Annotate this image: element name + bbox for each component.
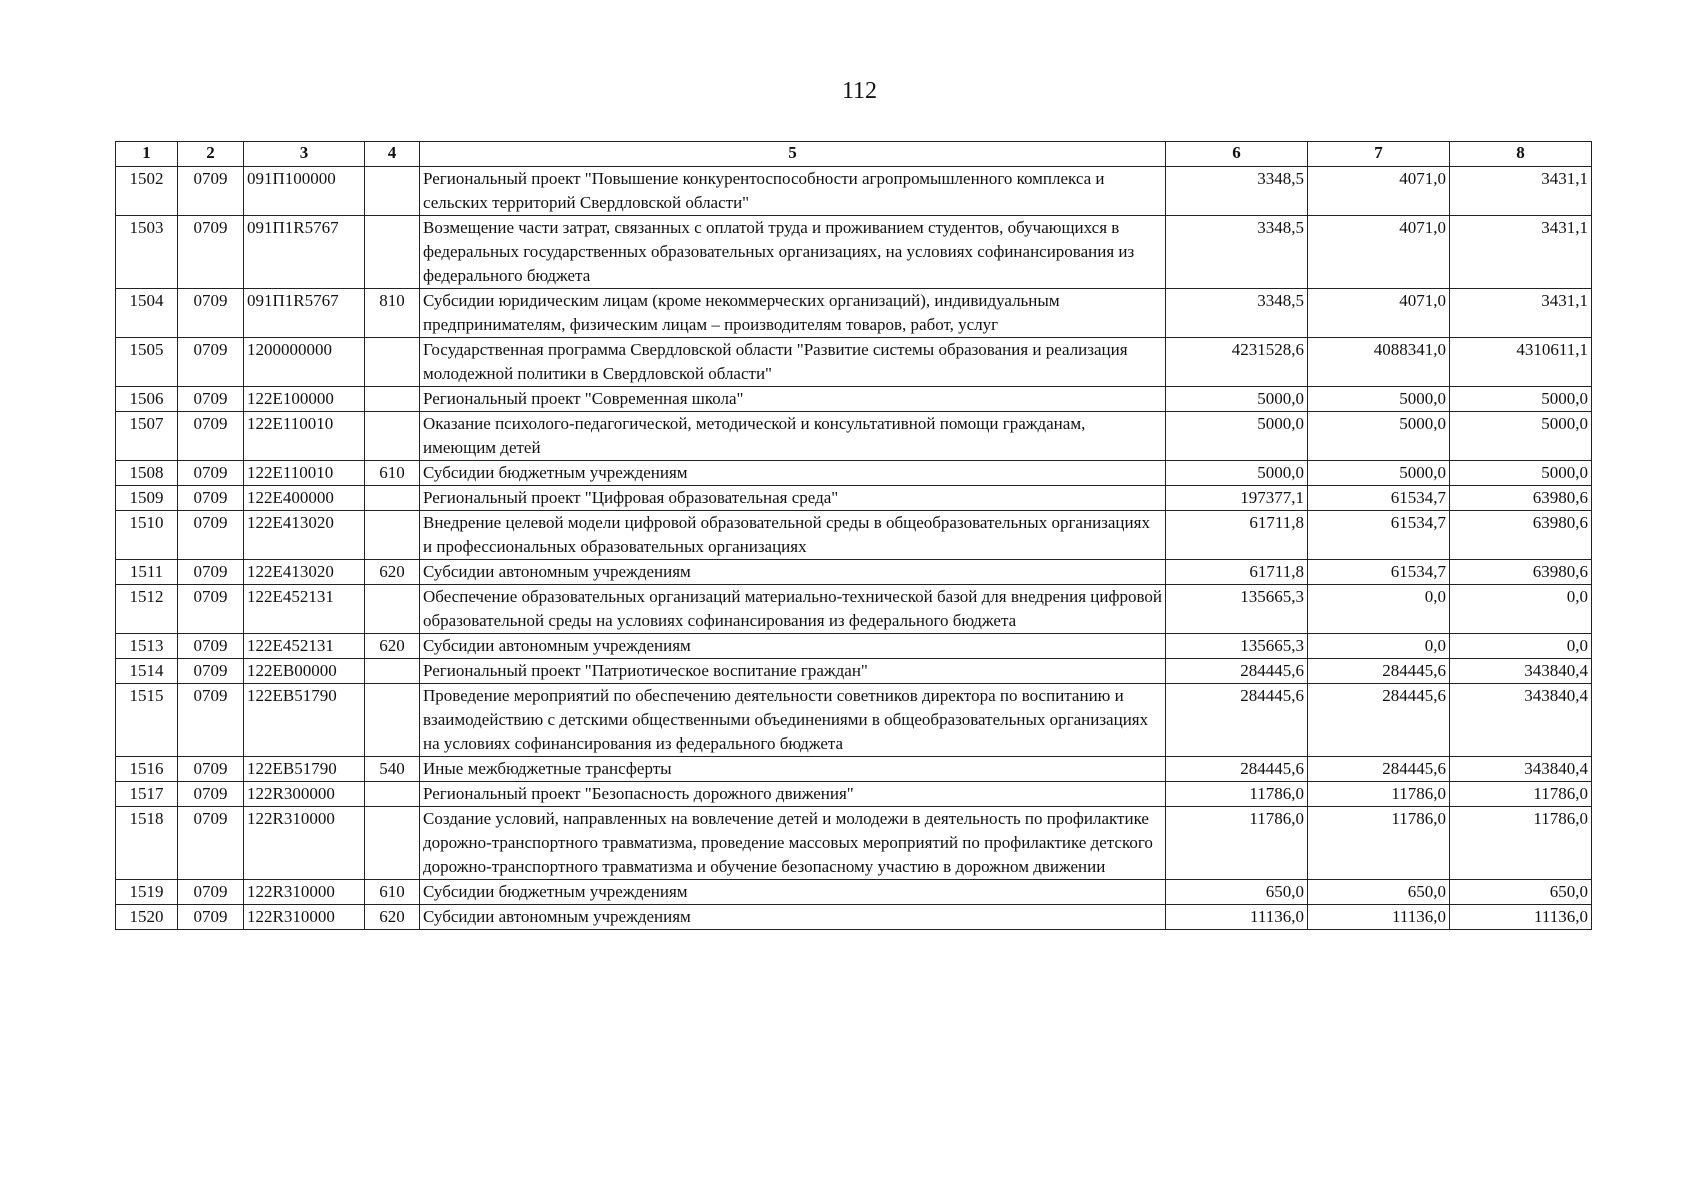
item-name-cell: Региональный проект "Современная школа" [420, 387, 1166, 412]
item-name-cell: Субсидии бюджетным учреждениям [420, 461, 1166, 486]
table-row [116, 880, 1592, 905]
expense-type-cell [365, 338, 420, 387]
target-item-code-cell: 122Е110010 [244, 461, 365, 486]
item-name-cell: Проведение мероприятий по обеспечению деятельности советников директора по воспитанию и взаимодействию с детскими общественными объединениями в общеобразовательных организациях на условиях софинансирования из федерального бюджета [420, 684, 1166, 757]
amount-col8-cell: 4310611,1 [1450, 338, 1592, 387]
expense-type-cell [365, 511, 420, 560]
section-code-cell: 0709 [178, 560, 244, 585]
amount-col7-cell: 11786,0 [1308, 782, 1450, 807]
section-code-cell: 0709 [178, 486, 244, 511]
amount-col6-cell: 3348,5 [1166, 167, 1308, 216]
amount-col8-cell: 343840,4 [1450, 757, 1592, 782]
target-item-code-cell: 122R310000 [244, 880, 365, 905]
section-code-cell: 0709 [178, 807, 244, 880]
expense-type-cell [365, 167, 420, 216]
row-number-cell: 1505 [116, 338, 178, 387]
item-name-cell: Обеспечение образовательных организаций материально-технической базой для внедрения цифровой образовательной среды на условиях софинансирования из федерального бюджета [420, 585, 1166, 634]
amount-col6-cell: 11786,0 [1166, 807, 1308, 880]
amount-col7-cell: 5000,0 [1308, 461, 1450, 486]
table-row [116, 560, 1592, 585]
amount-col7-cell: 4071,0 [1308, 167, 1450, 216]
amount-col6-cell: 284445,6 [1166, 659, 1308, 684]
amount-col6-cell: 135665,3 [1166, 585, 1308, 634]
column-header: 5 [420, 142, 1166, 167]
section-code-cell: 0709 [178, 880, 244, 905]
target-item-code-cell: 1200000000 [244, 338, 365, 387]
section-code-cell: 0709 [178, 338, 244, 387]
expense-type-cell: 810 [365, 289, 420, 338]
amount-col8-cell: 3431,1 [1450, 216, 1592, 289]
section-code-cell: 0709 [178, 289, 244, 338]
amount-col8-cell: 63980,6 [1450, 560, 1592, 585]
amount-col7-cell: 61534,7 [1308, 560, 1450, 585]
amount-col6-cell: 284445,6 [1166, 684, 1308, 757]
table-row [116, 338, 1592, 387]
row-number-cell: 1515 [116, 684, 178, 757]
table-row [116, 461, 1592, 486]
target-item-code-cell: 122R310000 [244, 905, 365, 930]
budget-table [115, 141, 1592, 930]
amount-col7-cell: 61534,7 [1308, 486, 1450, 511]
row-number-cell: 1519 [116, 880, 178, 905]
amount-col6-cell: 650,0 [1166, 880, 1308, 905]
target-item-code-cell: 091П100000 [244, 167, 365, 216]
amount-col8-cell: 5000,0 [1450, 461, 1592, 486]
expense-type-cell [365, 782, 420, 807]
section-code-cell: 0709 [178, 387, 244, 412]
amount-col8-cell: 3431,1 [1450, 289, 1592, 338]
section-code-cell: 0709 [178, 659, 244, 684]
target-item-code-cell: 122Е110010 [244, 412, 365, 461]
amount-col8-cell: 11136,0 [1450, 905, 1592, 930]
section-code-cell: 0709 [178, 412, 244, 461]
expense-type-cell [365, 412, 420, 461]
amount-col6-cell: 61711,8 [1166, 511, 1308, 560]
table-row [116, 511, 1592, 560]
item-name-cell: Иные межбюджетные трансферты [420, 757, 1166, 782]
item-name-cell: Субсидии юридическим лицам (кроме некоммерческих организаций), индивидуальным предпринимателям, физическим лицам – производителям товаров, работ, услуг [420, 289, 1166, 338]
amount-col6-cell: 11786,0 [1166, 782, 1308, 807]
amount-col7-cell: 284445,6 [1308, 757, 1450, 782]
row-number-cell: 1511 [116, 560, 178, 585]
column-header: 7 [1308, 142, 1450, 167]
table-row [116, 387, 1592, 412]
amount-col7-cell: 5000,0 [1308, 387, 1450, 412]
expense-type-cell: 620 [365, 634, 420, 659]
table-row [116, 486, 1592, 511]
expense-type-cell: 620 [365, 905, 420, 930]
item-name-cell: Государственная программа Свердловской области "Развитие системы образования и реализация молодежной политики в Свердловской области" [420, 338, 1166, 387]
amount-col7-cell: 11136,0 [1308, 905, 1450, 930]
item-name-cell: Внедрение целевой модели цифровой образовательной среды в общеобразовательных организациях и профессиональных образовательных организациях [420, 511, 1166, 560]
table-row [116, 659, 1592, 684]
section-code-cell: 0709 [178, 461, 244, 486]
column-header: 6 [1166, 142, 1308, 167]
expense-type-cell [365, 585, 420, 634]
section-code-cell: 0709 [178, 757, 244, 782]
amount-col8-cell: 343840,4 [1450, 684, 1592, 757]
row-number-cell: 1504 [116, 289, 178, 338]
amount-col6-cell: 3348,5 [1166, 216, 1308, 289]
column-header: 1 [116, 142, 178, 167]
target-item-code-cell: 122Е452131 [244, 585, 365, 634]
target-item-code-cell: 122ЕВ51790 [244, 684, 365, 757]
page-number: 112 [841, 78, 878, 104]
amount-col8-cell: 5000,0 [1450, 387, 1592, 412]
target-item-code-cell: 122Е413020 [244, 511, 365, 560]
amount-col6-cell: 11136,0 [1166, 905, 1308, 930]
row-number-cell: 1514 [116, 659, 178, 684]
row-number-cell: 1517 [116, 782, 178, 807]
column-header: 8 [1450, 142, 1592, 167]
column-header: 4 [365, 142, 420, 167]
amount-col7-cell: 5000,0 [1308, 412, 1450, 461]
table-row [116, 757, 1592, 782]
target-item-code-cell: 091П1R5767 [244, 289, 365, 338]
column-header: 2 [178, 142, 244, 167]
target-item-code-cell: 122ЕВ51790 [244, 757, 365, 782]
target-item-code-cell: 122Е413020 [244, 560, 365, 585]
item-name-cell: Создание условий, направленных на вовлечение детей и молодежи в деятельность по профилактике дорожно-транспортного травматизма, проведение массовых мероприятий по профилактике детского дорожно-транспортного травматизма и обучение безопасному участию в дорожном движении [420, 807, 1166, 880]
row-number-cell: 1516 [116, 757, 178, 782]
target-item-code-cell: 091П1R5767 [244, 216, 365, 289]
amount-col7-cell: 4088341,0 [1308, 338, 1450, 387]
amount-col7-cell: 4071,0 [1308, 216, 1450, 289]
expense-type-cell: 610 [365, 880, 420, 905]
amount-col7-cell: 650,0 [1308, 880, 1450, 905]
amount-col6-cell: 5000,0 [1166, 412, 1308, 461]
expense-type-cell [365, 387, 420, 412]
table-row [116, 684, 1592, 757]
amount-col8-cell: 63980,6 [1450, 486, 1592, 511]
item-name-cell: Региональный проект "Цифровая образовательная среда" [420, 486, 1166, 511]
row-number-cell: 1506 [116, 387, 178, 412]
amount-col8-cell: 5000,0 [1450, 412, 1592, 461]
table-row [116, 216, 1592, 289]
amount-col6-cell: 5000,0 [1166, 387, 1308, 412]
amount-col7-cell: 61534,7 [1308, 511, 1450, 560]
target-item-code-cell: 122ЕВ00000 [244, 659, 365, 684]
item-name-cell: Субсидии бюджетным учреждениям [420, 880, 1166, 905]
row-number-cell: 1509 [116, 486, 178, 511]
item-name-cell: Региональный проект "Патриотическое воспитание граждан" [420, 659, 1166, 684]
amount-col8-cell: 11786,0 [1450, 782, 1592, 807]
table-row [116, 289, 1592, 338]
table-row [116, 905, 1592, 930]
expense-type-cell [365, 684, 420, 757]
row-number-cell: 1507 [116, 412, 178, 461]
row-number-cell: 1510 [116, 511, 178, 560]
expense-type-cell [365, 807, 420, 880]
section-code-cell: 0709 [178, 905, 244, 930]
item-name-cell: Субсидии автономным учреждениям [420, 905, 1166, 930]
amount-col7-cell: 284445,6 [1308, 684, 1450, 757]
table-row [116, 167, 1592, 216]
amount-col6-cell: 4231528,6 [1166, 338, 1308, 387]
expense-type-cell: 540 [365, 757, 420, 782]
amount-col6-cell: 135665,3 [1166, 634, 1308, 659]
table-row [116, 634, 1592, 659]
row-number-cell: 1512 [116, 585, 178, 634]
table-row [116, 585, 1592, 634]
item-name-cell: Возмещение части затрат, связанных с оплатой труда и проживанием студентов, обучающихся в федеральных государственных образовательных организациях, на условиях софинансирования из федерального бюджета [420, 216, 1166, 289]
amount-col7-cell: 0,0 [1308, 585, 1450, 634]
amount-col8-cell: 343840,4 [1450, 659, 1592, 684]
target-item-code-cell: 122Е452131 [244, 634, 365, 659]
section-code-cell: 0709 [178, 585, 244, 634]
amount-col7-cell: 11786,0 [1308, 807, 1450, 880]
amount-col6-cell: 61711,8 [1166, 560, 1308, 585]
row-number-cell: 1518 [116, 807, 178, 880]
table-row [116, 412, 1592, 461]
section-code-cell: 0709 [178, 782, 244, 807]
row-number-cell: 1513 [116, 634, 178, 659]
column-header: 3 [244, 142, 365, 167]
amount-col7-cell: 0,0 [1308, 634, 1450, 659]
amount-col8-cell: 11786,0 [1450, 807, 1592, 880]
amount-col6-cell: 3348,5 [1166, 289, 1308, 338]
amount-col8-cell: 650,0 [1450, 880, 1592, 905]
amount-col8-cell: 0,0 [1450, 585, 1592, 634]
target-item-code-cell: 122R310000 [244, 807, 365, 880]
table-body [116, 167, 1592, 930]
amount-col6-cell: 5000,0 [1166, 461, 1308, 486]
amount-col8-cell: 3431,1 [1450, 167, 1592, 216]
table-row [116, 807, 1592, 880]
expense-type-cell [365, 216, 420, 289]
item-name-cell: Субсидии автономным учреждениям [420, 560, 1166, 585]
expense-type-cell [365, 659, 420, 684]
section-code-cell: 0709 [178, 216, 244, 289]
row-number-cell: 1502 [116, 167, 178, 216]
target-item-code-cell: 122Е400000 [244, 486, 365, 511]
section-code-cell: 0709 [178, 684, 244, 757]
item-name-cell: Региональный проект "Безопасность дорожного движения" [420, 782, 1166, 807]
target-item-code-cell: 122R300000 [244, 782, 365, 807]
row-number-cell: 1508 [116, 461, 178, 486]
target-item-code-cell: 122Е100000 [244, 387, 365, 412]
section-code-cell: 0709 [178, 511, 244, 560]
row-number-cell: 1520 [116, 905, 178, 930]
item-name-cell: Оказание психолого-педагогической, методической и консультативной помощи гражданам, имеющим детей [420, 412, 1166, 461]
row-number-cell: 1503 [116, 216, 178, 289]
amount-col6-cell: 284445,6 [1166, 757, 1308, 782]
amount-col7-cell: 4071,0 [1308, 289, 1450, 338]
item-name-cell: Региональный проект "Повышение конкурентоспособности агропромышленного комплекса и сельских территорий Свердловской области" [420, 167, 1166, 216]
expense-type-cell [365, 486, 420, 511]
amount-col8-cell: 0,0 [1450, 634, 1592, 659]
amount-col6-cell: 197377,1 [1166, 486, 1308, 511]
section-code-cell: 0709 [178, 167, 244, 216]
amount-col8-cell: 63980,6 [1450, 511, 1592, 560]
section-code-cell: 0709 [178, 634, 244, 659]
table-header-row [116, 142, 1592, 167]
item-name-cell: Субсидии автономным учреждениям [420, 634, 1166, 659]
expense-type-cell: 610 [365, 461, 420, 486]
expense-type-cell: 620 [365, 560, 420, 585]
amount-col7-cell: 284445,6 [1308, 659, 1450, 684]
table-row [116, 782, 1592, 807]
